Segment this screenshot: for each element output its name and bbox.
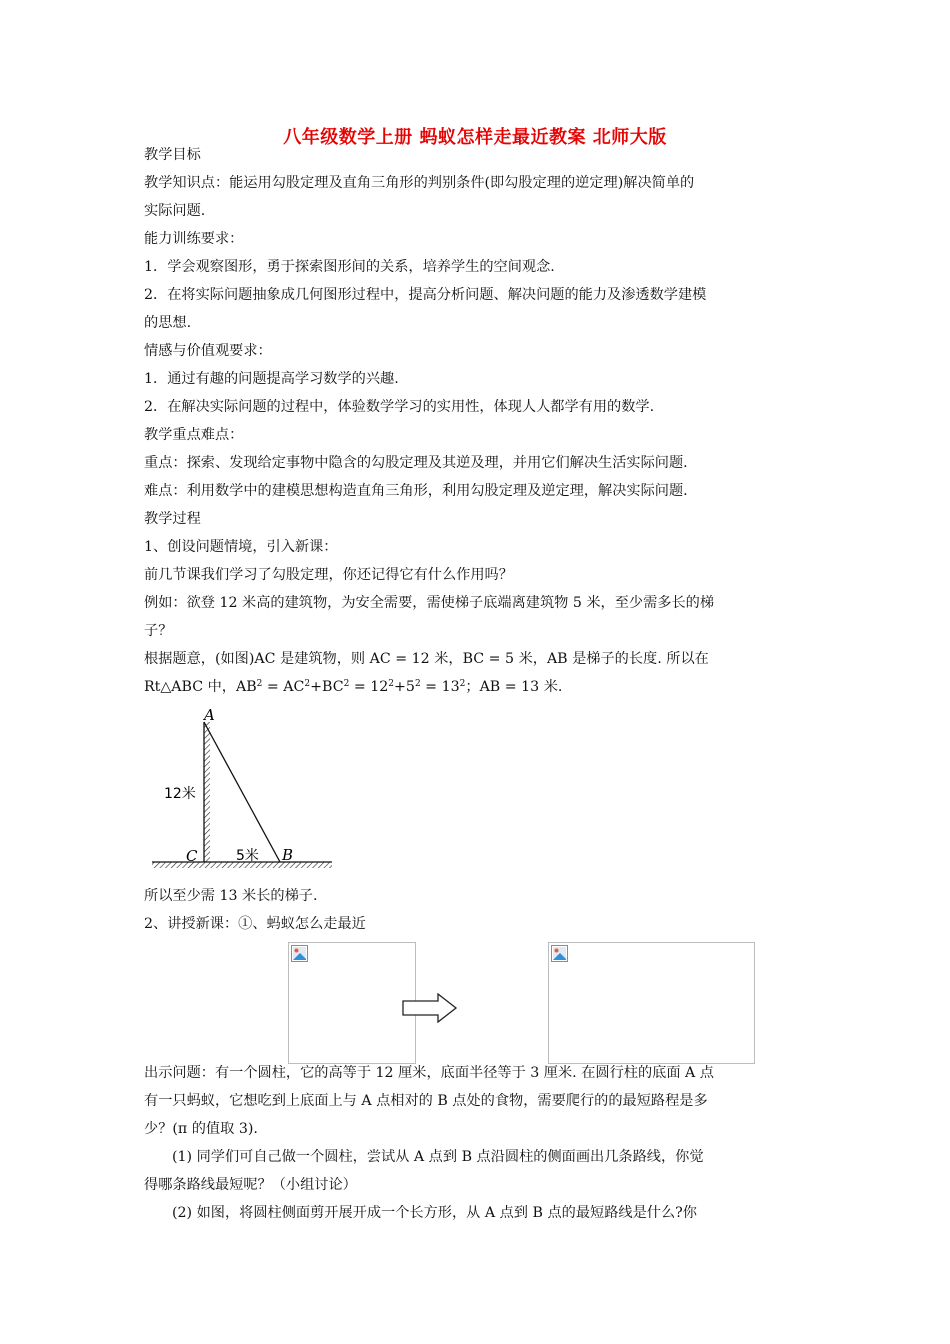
document-title: 八年级数学上册 蚂蚁怎样走最近教案 北师大版	[283, 127, 667, 148]
label-base: 5米	[236, 848, 259, 864]
text-line: 根据题意，(如图)AC 是建筑物，则 AC = 12 米，BC = 5 米，AB 是梯子的长度. 所以在	[144, 651, 709, 667]
text-line: 得哪条路线最短呢？（小组讨论）	[144, 1177, 357, 1193]
broken-image-icon	[291, 945, 308, 962]
text-line: 所以至少需 13 米长的梯子.	[144, 888, 318, 904]
text-line: 2．在解决实际问题的过程中，体验数学学习的实用性，体现人人都学有用的数学.	[144, 399, 655, 415]
text-line: 2．在将实际问题抽象成几何图形过程中，提高分析问题、解决问题的能力及渗透数学建模	[144, 287, 707, 303]
text-line: 例如：欲登 12 米高的建筑物，为安全需要，需使梯子底端离建筑物 5 米，至少需多长的梯	[144, 595, 715, 611]
label-b: B	[282, 846, 294, 864]
ladder-line	[204, 722, 280, 862]
text-line: 教学知识点：能运用勾股定理及直角三角形的判别条件(即勾股定理的逆定理)解决简单的	[144, 175, 695, 191]
text-line: 前几节课我们学习了勾股定理，你还记得它有什么作用吗？	[144, 567, 513, 583]
label-a: A	[204, 706, 215, 724]
formula-line: Rt△ABC 中，$AB^2 = AC^2+BC^2 = 12^2+5^2 = 13^2$；AB = 13 米.	[144, 679, 563, 695]
text-line: 2、讲授新课：①、蚂蚁怎么走最近	[144, 916, 366, 932]
text-line: 1、创设问题情境，引入新课：	[144, 539, 338, 555]
text-line: 重点：探索、发现给定事物中隐含的勾股定理及其逆及理，并用它们解决生活实际问题.	[144, 455, 688, 471]
cylinder-image-placeholder	[288, 942, 416, 1064]
building-hatch	[204, 722, 210, 862]
text-line: 教学重点难点：	[144, 427, 244, 443]
text-line: 出示问题：有一个圆柱，它的高等于 12 厘米，底面半径等于 3 厘米. 在圆行柱的底面 A 点	[144, 1065, 714, 1081]
text-line: 实际问题.	[144, 203, 206, 219]
text-line: 子？	[144, 623, 173, 639]
text-line: (2) 如图，将圆柱侧面剪开展开成一个长方形，从 A 点到 B 点的最短路线是什么?你	[172, 1205, 697, 1221]
broken-image-icon	[551, 945, 568, 962]
right-arrow-icon	[402, 993, 458, 1023]
text-line: 有一只蚂蚁，它想吃到上底面上与 A 点相对的 B 点处的食物，需要爬行的的最短路程是多	[144, 1093, 708, 1109]
label-height: 12米	[164, 786, 196, 802]
text-line: 难点：利用数学中的建模思想构造直角三角形，利用勾股定理及逆定理，解决实际问题.	[144, 483, 688, 499]
text-line: 能力训练要求：	[144, 231, 244, 247]
text-line: 1．学会观察图形，勇于探索图形间的关系，培养学生的空间观念.	[144, 259, 555, 275]
text-line: 1．通过有趣的问题提高学习数学的兴趣.	[144, 371, 399, 387]
text-line: 的思想.	[144, 315, 192, 331]
ladder-diagram	[148, 704, 338, 874]
text-line: 教学目标	[144, 147, 201, 163]
label-c: C	[186, 847, 198, 865]
text-line: 教学过程	[144, 511, 201, 527]
text-line: (1) 同学们可自己做一个圆柱，尝试从 A 点到 B 点沿圆柱的侧面画出几条路线，你觉	[172, 1149, 704, 1165]
text-line: 少？(π 的值取 3).	[144, 1121, 258, 1137]
text-line: 情感与价值观要求：	[144, 343, 272, 359]
unfolded-rectangle-image-placeholder	[548, 942, 755, 1064]
